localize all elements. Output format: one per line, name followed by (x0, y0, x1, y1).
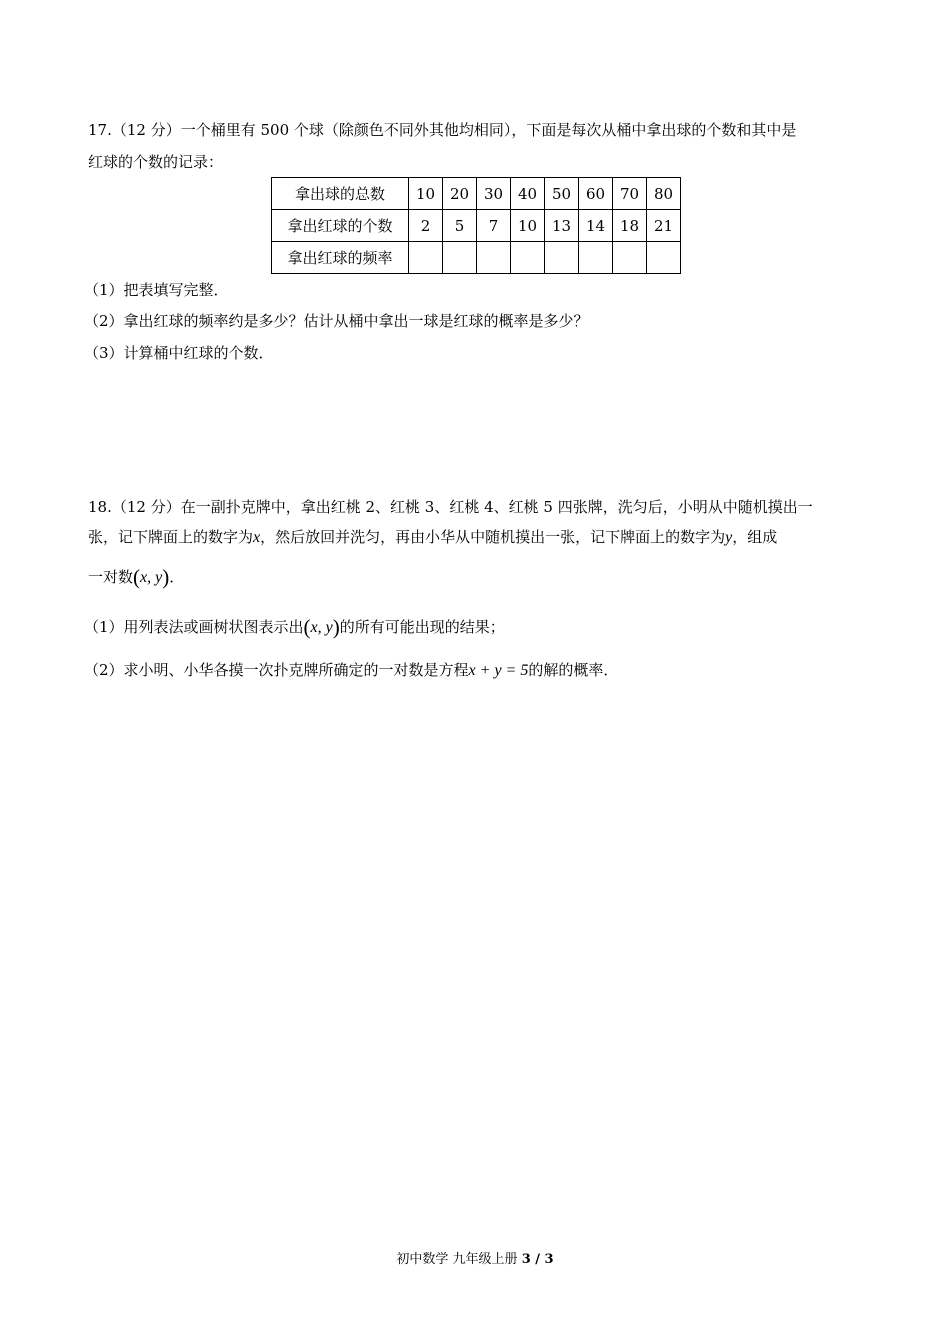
pair-xy: x, y (140, 569, 163, 586)
q18-line3-a: 一对数 (88, 568, 134, 586)
table-cell: 70 (613, 178, 647, 210)
equation: x + y = 5 (468, 662, 529, 679)
table-row-label: 拿出球的总数 (272, 178, 409, 210)
q18-line3: 一对数(x, y)． (88, 565, 185, 589)
table-row (272, 178, 681, 210)
q18-sub1: （1）用列表法或画树状图表示出(x, y)的所有可能出现的结果； (84, 615, 505, 639)
pair-xy-2: x, y (310, 619, 333, 636)
table-cell: 14 (579, 210, 613, 242)
table-cell (545, 242, 579, 274)
q18-line2 (88, 526, 777, 549)
table-cell: 5 (443, 210, 477, 242)
q18-sub1-b: 的所有可能出现的结果； (339, 618, 505, 636)
q18-sub2-a: （2）求小明、小华各摸一次扑克牌所确定的一对数是方程 (84, 661, 469, 679)
table-cell (613, 242, 647, 274)
q18-sub2-b: 的解的概率． (528, 661, 619, 679)
table-cell (579, 242, 613, 274)
table-row (272, 210, 681, 242)
table-cell: 13 (545, 210, 579, 242)
var-x: x (253, 529, 261, 546)
q18-line2-b: ，然后放回并洗匀，再由小华从中随机摸出一张，记下牌面上的数字为 (260, 528, 726, 546)
q17-table (271, 177, 681, 274)
q18-line3-b: ． (169, 568, 185, 586)
page-number: 3 / 3 (521, 1252, 554, 1267)
table-cell: 30 (477, 178, 511, 210)
table-cell: 10 (409, 178, 443, 210)
q17-line2: 红球的个数的记录： (88, 153, 224, 171)
table-cell (443, 242, 477, 274)
var-y: y (725, 529, 733, 546)
table-cell: 20 (443, 178, 477, 210)
q17-line1: 17.（12 分）一个桶里有 500 个球（除颜色不同外其他均相同），下面是每次从桶中拿出球的个数和其中是 (88, 121, 797, 139)
q18-sub2 (84, 659, 618, 682)
q18-line1: 18.（12 分）在一副扑克牌中，拿出红桃 2、红桃 3、红桃 4、红桃 5 四张牌，洗匀后，小明从中随机摸出一 (88, 498, 813, 516)
table-cell: 80 (647, 178, 681, 210)
table-row (272, 242, 681, 274)
table-cell: 40 (511, 178, 545, 210)
table-cell: 2 (409, 210, 443, 242)
table-row-label: 拿出红球的个数 (272, 210, 409, 242)
q18-line2-a: 张，记下牌面上的数字为 (88, 528, 254, 546)
table-row-label: 拿出红球的频率 (272, 242, 409, 274)
table-cell: 50 (545, 178, 579, 210)
table-cell: 21 (647, 210, 681, 242)
q18-sub1-a: （1）用列表法或画树状图表示出 (84, 618, 304, 636)
q17-sub1: （1）把表填写完整． (84, 281, 229, 299)
table-cell: 10 (511, 210, 545, 242)
table-cell: 7 (477, 210, 511, 242)
table-cell (511, 242, 545, 274)
table-cell: 18 (613, 210, 647, 242)
table-cell: 60 (579, 178, 613, 210)
footer-text: 初中数学 九年级上册 (396, 1252, 522, 1267)
q18-line2-c: ，组成 (732, 528, 778, 546)
q17-sub2: （2）拿出红球的频率约是多少？估计从桶中拿出一球是红球的概率是多少？ (84, 312, 589, 330)
q17-sub3: （3）计算桶中红球的个数． (84, 344, 274, 362)
table-cell (647, 242, 681, 274)
table-cell (409, 242, 443, 274)
table-cell (477, 242, 511, 274)
page-footer (0, 1248, 950, 1267)
